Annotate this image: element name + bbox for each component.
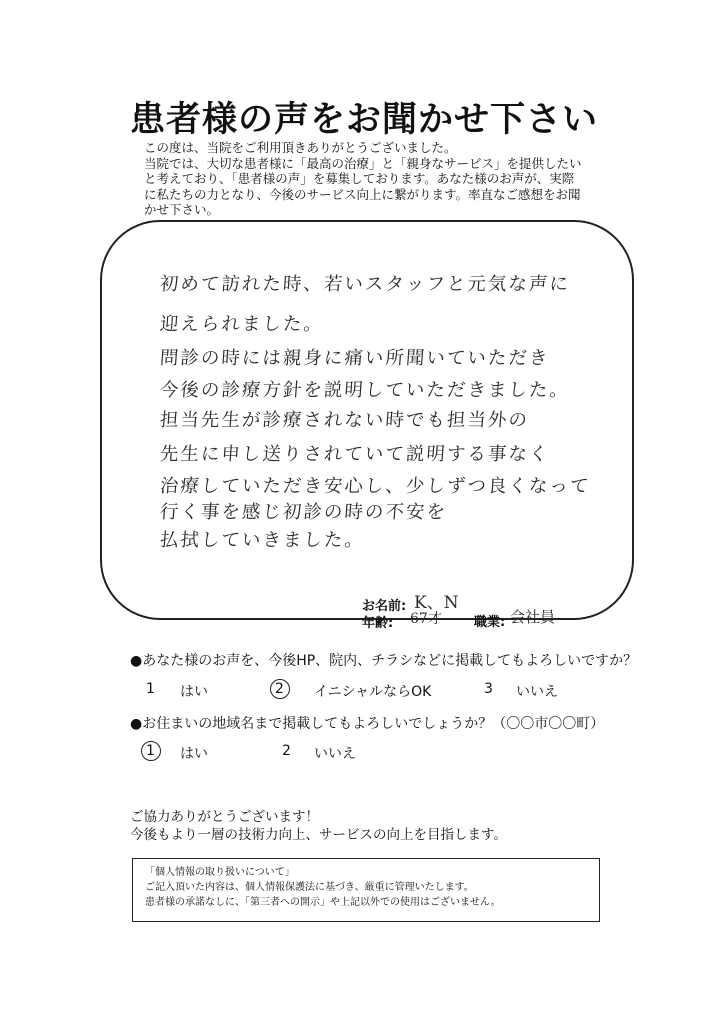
intro-line: に私たちの力となり、今後のサービス向上に繋がります。率直なご感想をお聞 (144, 186, 581, 202)
comment-line: 迎えられました。 (159, 314, 325, 335)
comment-line: 治療していただき安心し、少しずつ良くなって (159, 476, 592, 497)
question-region: ●お住まいの地域名まで掲載してもよろしいでしょうか？（〇〇市〇〇町） (130, 716, 605, 732)
q2-option-label: はい (180, 746, 208, 762)
privacy-line: 患者様の承諾なしに、「第三者への開示」や上記以外での使用はございません。 (145, 897, 501, 908)
page-title: 患者様の声をお聞かせ下さい (129, 100, 598, 140)
job-value: 会社員 (510, 608, 556, 626)
intro-line: かせ下さい。 (144, 202, 220, 217)
comment-line: 先生に申し送りされていて説明する事なく (159, 444, 551, 465)
comment-line: 初めて訪れた時、若いスタッフと元気な声に (159, 274, 571, 295)
q1-option-label: いいえ (516, 684, 558, 700)
age-label: 年齢: (362, 616, 394, 631)
thanks-line: 今後もより一層の技術力向上、サービスの向上を目指します。 (130, 827, 507, 843)
privacy-heading: 「個人情報の取り扱いについて」 (145, 867, 295, 878)
question-publish: ●あなた様のお声を、今後HP、院内、チラシなどに掲載してもよろしいですか？ (130, 653, 638, 669)
q2-option-number[interactable]: 2 (282, 743, 291, 759)
job-label: 職業: (474, 615, 506, 630)
q1-option-label: はい (180, 684, 208, 700)
q1-option-number[interactable]: 1 (146, 681, 155, 697)
q2-option-label: いいえ (314, 746, 356, 762)
privacy-notice (132, 858, 600, 922)
intro-text (144, 140, 634, 218)
age-value: 67才 (410, 611, 442, 627)
intro-line: と考えており、「患者様の声」を募集しております。あなた様のお声が、実際 (144, 171, 575, 186)
q2-option-number[interactable]: 1 (146, 743, 155, 759)
privacy-line: ご記入頂いた内容は、個人情報保護法に基づき、厳重に管理いたします。 (145, 882, 474, 893)
q1-option-label: イニシャルならOK (314, 684, 432, 700)
thanks-line: ご協力ありがとうございます！ (130, 809, 319, 825)
q1-option-number[interactable]: 2 (275, 681, 284, 697)
intro-line: この度は、当院をご利用頂きありがとうございました。 (144, 140, 457, 155)
comment-line: 担当先生が診療されない時でも担当外の (159, 410, 530, 431)
intro-line: 当院では、大切な患者様に「最高の治療」と「親身なサービス」を提供したい (144, 155, 582, 171)
q1-option-number[interactable]: 3 (484, 681, 493, 697)
name-value: K、N (414, 593, 459, 613)
comment-line: 行く事を感じ初診の時の不安を (159, 502, 448, 523)
comment-line: 払拭していきました。 (159, 530, 366, 551)
comment-line: 問診の時には親身に痛い所聞いていただき (159, 348, 551, 369)
comment-line: 今後の診療方針を説明していただきました。 (159, 380, 571, 401)
name-label: お名前: (362, 599, 407, 614)
